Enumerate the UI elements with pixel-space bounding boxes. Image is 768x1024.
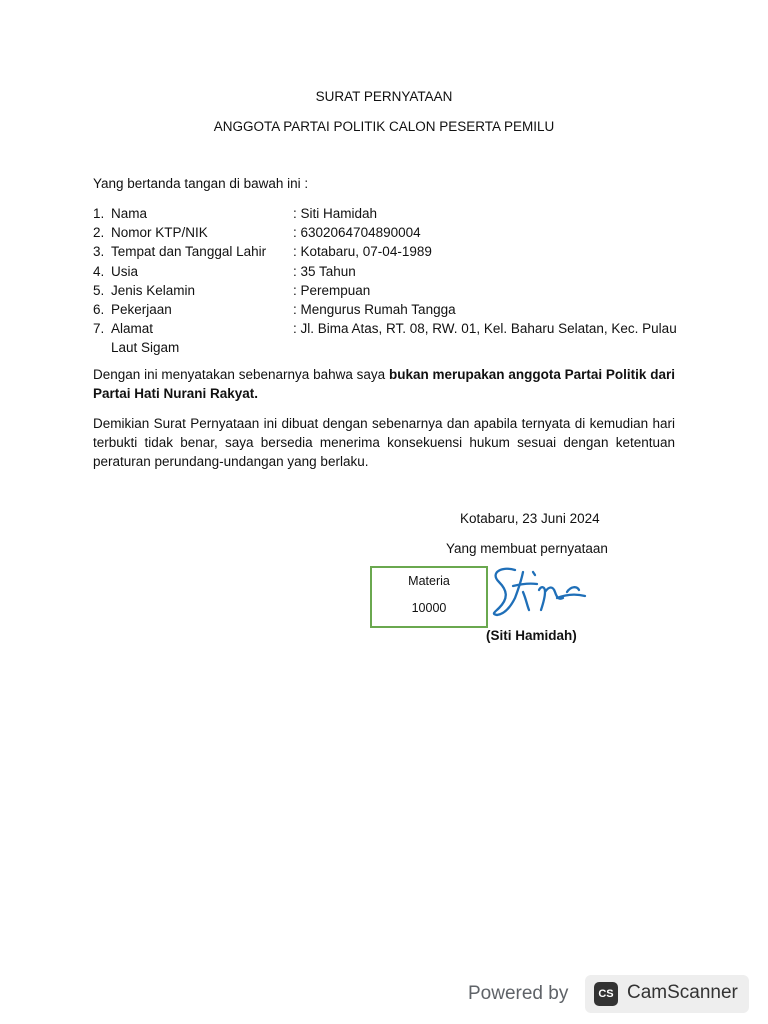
maker-label: Yang membuat pernyataan <box>446 541 608 556</box>
field-number: 5. <box>93 282 105 298</box>
address-continuation: Laut Sigam <box>111 340 180 356</box>
field-value: : Mengurus Rumah Tangga <box>293 301 456 317</box>
statement-bold: bukan merupakan anggota Partai Politik dari Partai Hati Nurani Rakyat. <box>93 367 675 402</box>
field-row <box>93 242 675 261</box>
intro-text: Yang bertanda tangan di bawah ini : <box>93 176 309 191</box>
closing-paragraph: Demikian Surat Pernyataan ini dibuat dengan sebenarnya dan apabila ternyata di kemudian hari terbukti tidak benar, saya bersedia menerima konsekuensi hukum sesuai dengan ketentuan peraturan perundang-undangan yang berlaku. <box>93 416 675 470</box>
field-value: : Perempuan <box>293 282 371 298</box>
duty-stamp <box>370 566 488 628</box>
field-label: Usia <box>111 263 139 279</box>
field-row <box>93 281 675 300</box>
field-number: 3. <box>93 244 105 260</box>
field-value: : Kotabaru, 07-04-1989 <box>293 244 432 260</box>
handwritten-signature <box>485 562 589 622</box>
statement-paragraph <box>93 365 675 403</box>
field-row <box>93 204 675 223</box>
field-row <box>93 300 675 319</box>
document-title: SURAT PERNYATAAN <box>315 89 453 104</box>
field-row <box>93 262 675 281</box>
signer-name: (Siti Hamidah) <box>486 628 577 643</box>
field-label: Nomor KTP/NIK <box>111 225 208 241</box>
field-label: Alamat <box>111 321 154 337</box>
field-label: Nama <box>111 206 148 221</box>
field-label: Tempat dan Tanggal Lahir <box>111 244 267 260</box>
field-number: 6. <box>93 301 105 317</box>
place-date: Kotabaru, 23 Juni 2024 <box>460 511 600 526</box>
field-value: : 35 Tahun <box>293 263 356 279</box>
field-number: 1. <box>93 206 105 221</box>
field-row <box>93 223 675 242</box>
field-label: Jenis Kelamin <box>111 282 196 298</box>
field-row <box>93 319 675 338</box>
stamp-line-2: 10000 <box>411 601 447 615</box>
field-number: 4. <box>93 263 105 279</box>
field-value: : 6302064704890004 <box>293 225 421 241</box>
statement-prefix: Dengan ini menyatakan sebenarnya bahwa saya <box>93 367 389 382</box>
camscanner-logo-icon: CS <box>594 982 618 1006</box>
field-number: 2. <box>93 225 105 241</box>
stamp-line-1: Materia <box>408 574 450 588</box>
camscanner-badge <box>585 975 749 1013</box>
field-label: Pekerjaan <box>111 301 172 317</box>
powered-by-label: Powered by <box>468 983 569 1004</box>
document-subtitle: ANGGOTA PARTAI POLITIK CALON PESERTA PEMILU <box>213 119 555 134</box>
camscanner-brand: CamScanner <box>627 982 738 1003</box>
identity-list <box>93 204 675 358</box>
field-value: : Siti Hamidah <box>293 206 378 221</box>
field-value: : Jl. Bima Atas, RT. 08, RW. 01, Kel. Baharu Selatan, Kec. Pulau <box>293 321 677 337</box>
field-number: 7. <box>93 321 105 337</box>
